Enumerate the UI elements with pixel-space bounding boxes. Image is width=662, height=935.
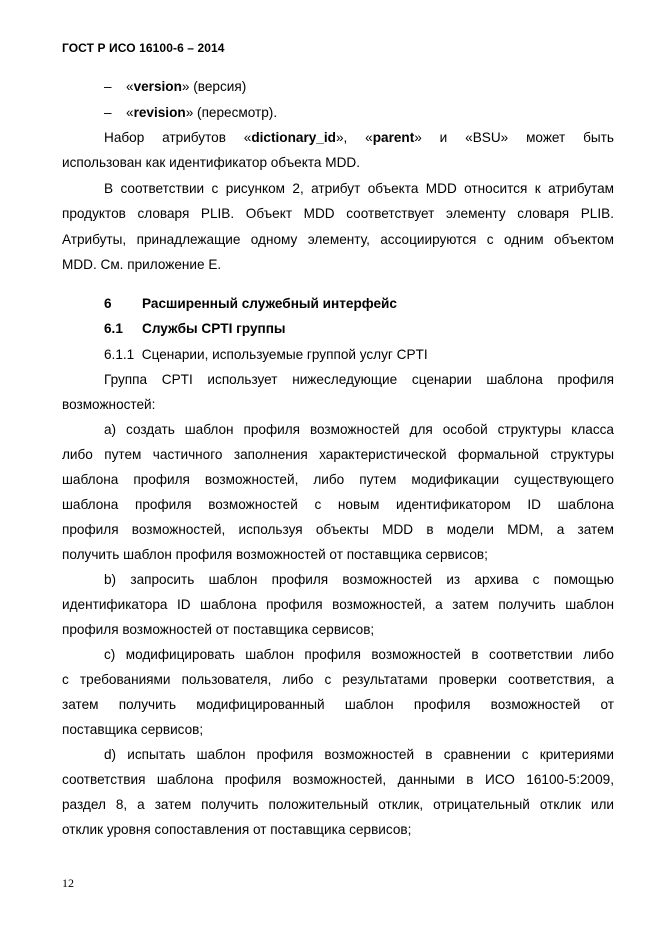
item-d-line: раздел 8, а затем получить положительный отклик, отрицательный отклик или [62, 797, 614, 812]
section-number: 6 [104, 296, 112, 311]
list-item-version [126, 78, 246, 95]
section-title: Расширенный служебный интерфейс [142, 296, 397, 311]
item-a-line: профиля возможностей, используя объекты MDD в модели MDM, а затем [62, 522, 614, 537]
paragraph-line: Группа CPTI использует нижеследующие сценарии шаблона профиля [104, 372, 614, 387]
paragraph-line: В соответствии с рисунком 2, атрибут объекта MDD относится к атрибутам [104, 181, 614, 196]
item-a-line: a) создать шаблон профиля возможностей для особой структуры класса [104, 422, 614, 437]
item-a-line: шаблона профиля возможностей, либо путем модификации существующего [62, 472, 614, 487]
item-b-line: профиля возможностей от поставщика сервисов; [62, 622, 375, 637]
paragraph-line: Атрибуты, принадлежащие одному элементу, ассоциируются с одним объектом [62, 232, 614, 247]
item-d-line: отклик уровня сопоставления от поставщика сервисов; [62, 822, 412, 837]
subsubsection-title: 6.1.1 Сценарии, используемые группой услуг CPTI [104, 347, 428, 362]
term-gloss: » (пересмотр). [185, 105, 278, 120]
page-number: 12 [62, 876, 74, 890]
document-header: ГОСТ Р ИСО 16100-6 – 2014 [62, 41, 225, 55]
subsection-number: 6.1 [104, 321, 123, 336]
item-d-line: соответствия шаблона профиля возможностей, данными в ИСО 16100-5:2009, [62, 772, 614, 787]
paragraph-line: MDD. См. приложение E. [62, 257, 222, 272]
list-dash: – [104, 79, 112, 94]
term-parent: parent [372, 130, 415, 145]
paragraph-line: продуктов словаря PLIB. Объект MDD соответствует элементу словаря PLIB. [62, 206, 614, 221]
text-fragment: », « [335, 130, 373, 145]
item-b-line: идентификатора ID шаблона профиля возможностей, а затем получить шаблон [62, 597, 614, 612]
text-fragment: » и «BSU» может быть [414, 130, 614, 145]
quote-open: « [126, 105, 134, 120]
term-version: version [133, 79, 182, 94]
list-dash: – [104, 105, 112, 120]
item-a-line: шаблона профиля возможностей с новым идентификатором ID шаблона [62, 497, 614, 512]
item-c-line: затем получить модифицированный шаблон профиля возможностей от [62, 697, 614, 712]
item-a-line: получить шаблон профиля возможностей от поставщика сервисов; [62, 547, 488, 562]
term-gloss: » (версия) [181, 79, 247, 94]
term-revision: revision [133, 105, 186, 120]
item-c-line: c) модифицировать шаблон профиля возможностей в соответствии либо [104, 647, 614, 662]
list-item-revision [126, 104, 277, 121]
term-dictionary-id: dictionary_id [251, 130, 336, 145]
paragraph-line: использован как идентификатор объекта MDD. [62, 155, 360, 170]
item-c-line: с требованиями пользователя, либо с результатами проверки соответствия, а [62, 672, 614, 687]
paragraph-line: возможностей: [62, 397, 156, 412]
item-d-line: d) испытать шаблон профиля возможностей в сравнении с критериями [104, 747, 614, 762]
item-b-line: b) запросить шаблон профиля возможностей из архива с помощью [104, 572, 614, 587]
paragraph-line [104, 129, 614, 146]
quote-open: « [126, 79, 134, 94]
subsection-title: Службы CPTI группы [142, 321, 286, 336]
text-fragment: Набор атрибутов « [104, 130, 252, 145]
item-c-line: поставщика сервисов; [62, 722, 204, 737]
item-a-line: либо путем частичного заполнения характеристической формальной структуры [62, 447, 614, 462]
